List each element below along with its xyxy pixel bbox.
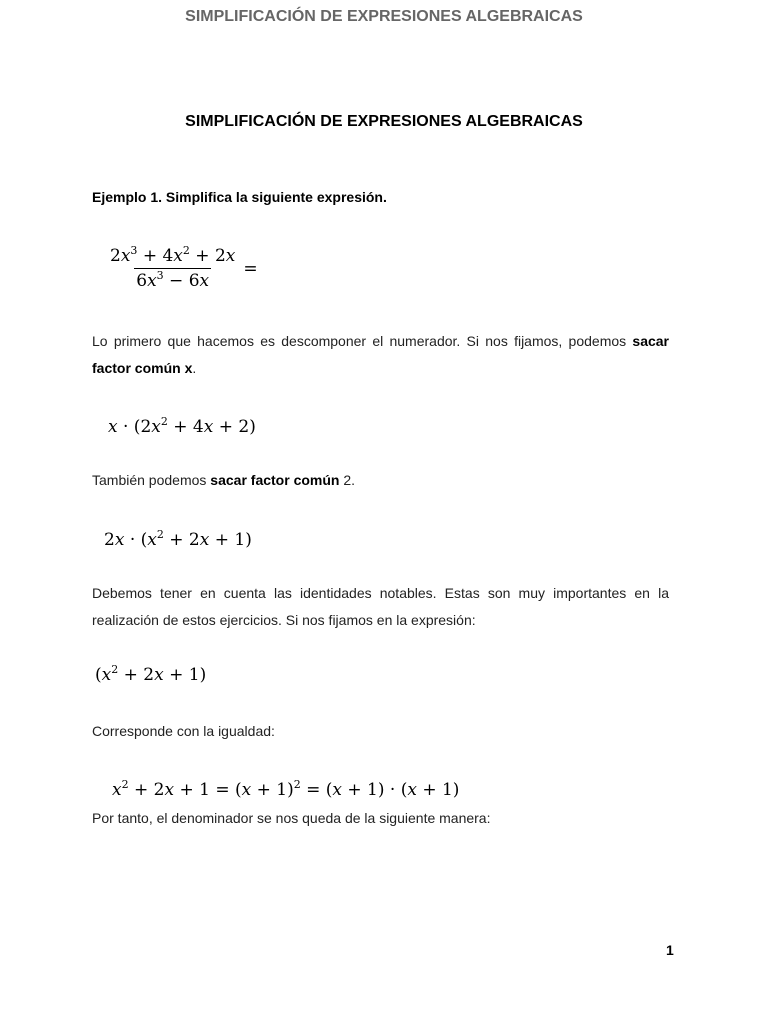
page-number: 1 [666,942,674,958]
equation-fraction: $\frac{2x^3 + 4x^2 + 2x}{6x^3 - 6x}$ = [110,244,258,291]
example-heading: Ejemplo 1. Simplifica la siguiente expresión. [92,189,387,205]
equation-factor-2x: $2x \cdot (x^2 + 2x + 1)$ [104,528,252,550]
paragraph-denominador: Por tanto, el denominador se nos queda de la siguiente manera: [92,810,491,826]
equation-trinomial: $(x^2 + 2x + 1)$ [95,663,207,685]
equation-factor-x: $x \cdot (2x^2 + 4x + 2)$ [108,415,256,437]
paragraph-identidades: Debemos tener en cuenta las identidades notables. Estas son muy importantes en la realización de estos ejercicios. Si nos fijamos en la expresión: [92,585,669,628]
running-header: SIMPLIFICACIÓN DE EXPRESIONES ALGEBRAICAS [185,8,583,25]
paragraph-factor-x: Lo primero que hacemos es descomponer el numerador. Si nos fijamos, podemos sacar factor común x. [92,333,669,376]
document-title: SIMPLIFICACIÓN DE EXPRESIONES ALGEBRAICAS [185,113,583,130]
paragraph-igualdad: Corresponde con la igualdad: [92,723,275,739]
paragraph-factor-2: También podemos sacar factor común 2. [92,472,356,488]
equation-identity: $x^2 + 2x + 1 = (x + 1)^2 = (x + 1) \cdot (x + 1)$ [112,778,460,800]
